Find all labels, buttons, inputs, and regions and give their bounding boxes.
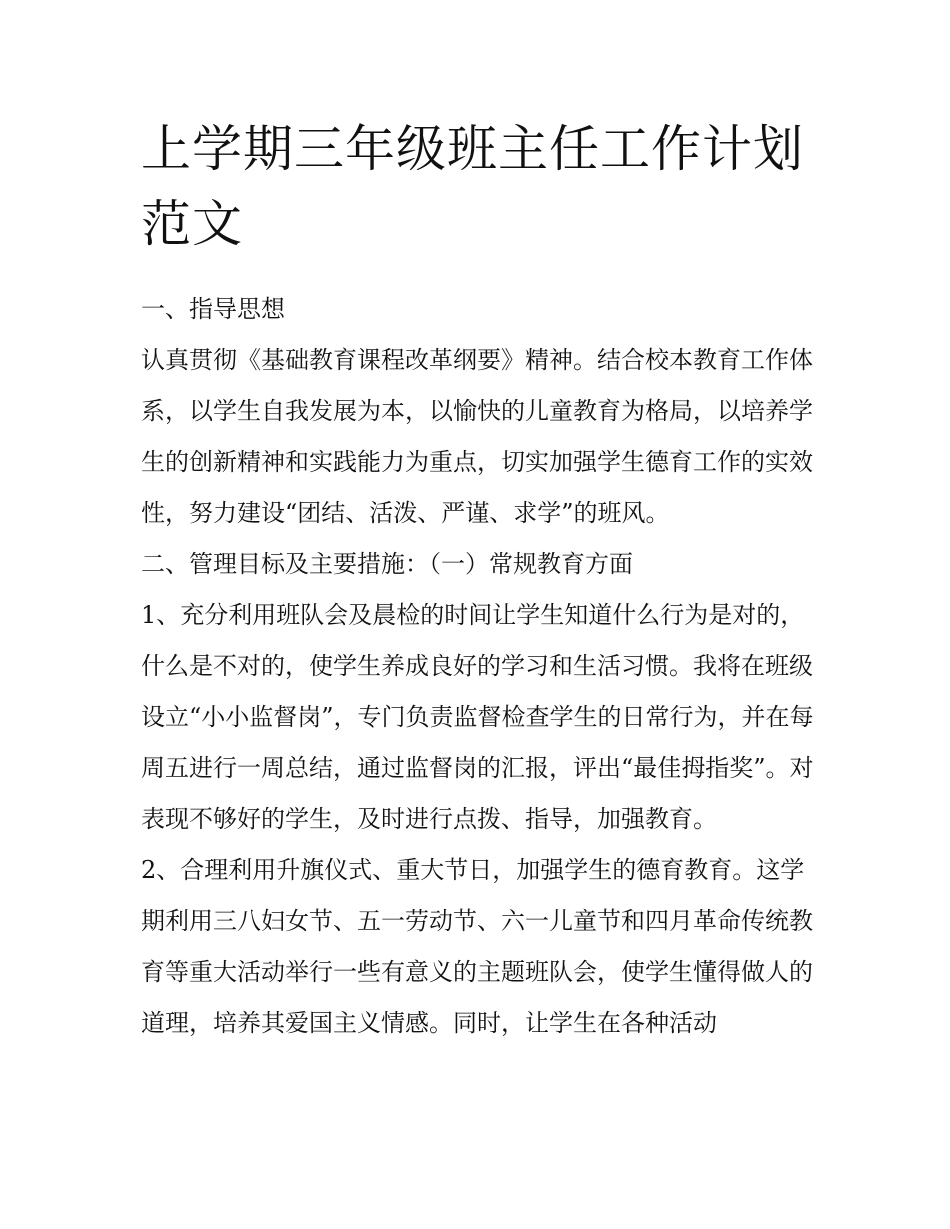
paragraph-item-2: 2、合理利用升旗仪式、重大节日，加强学生的德育教育。这学期利用三八妇女节、五一劳动节、六一儿童节和四月革命传统教育等重大活动举行一些有意义的主题班队会，使学生懂得做人的道理，培养其爱国主义情感。同时，让学生在各种活动	[141, 856, 813, 1037]
section-heading-guiding-ideology: 一、指导思想	[141, 295, 285, 323]
document-body	[141, 284, 821, 1049]
paragraph-item-1: 1、充分利用班队会及晨检的时间让学生知道什么行为是对的，什么是不对的，使学生养成良好的学习和生活习惯。我将在班级设立“小小监督岗”，专门负责监督检查学生的日常行为，并在每周五进行一周总结，通过监督岗的汇报，评出“最佳拇指奖”。对表现不够好的学生，及时进行点拨、指导，加强教育。	[141, 601, 814, 833]
paragraph-guiding-ideology: 认真贯彻《基础教育课程改革纲要》精神。结合校本教育工作体系，以学生自我发展为本，以愉快的儿童教育为格局，以培养学生的创新精神和实践能力为重点，切实加强学生德育工作的实效性，努力建设“团结、活泼、严谨、求学”的班风。	[141, 346, 813, 527]
document-title: 上学期三年级班主任工作计划范文	[141, 120, 804, 253]
section-heading-management-goals: 二、管理目标及主要措施：（一）常规教育方面	[141, 550, 633, 578]
document-content	[141, 112, 821, 1049]
